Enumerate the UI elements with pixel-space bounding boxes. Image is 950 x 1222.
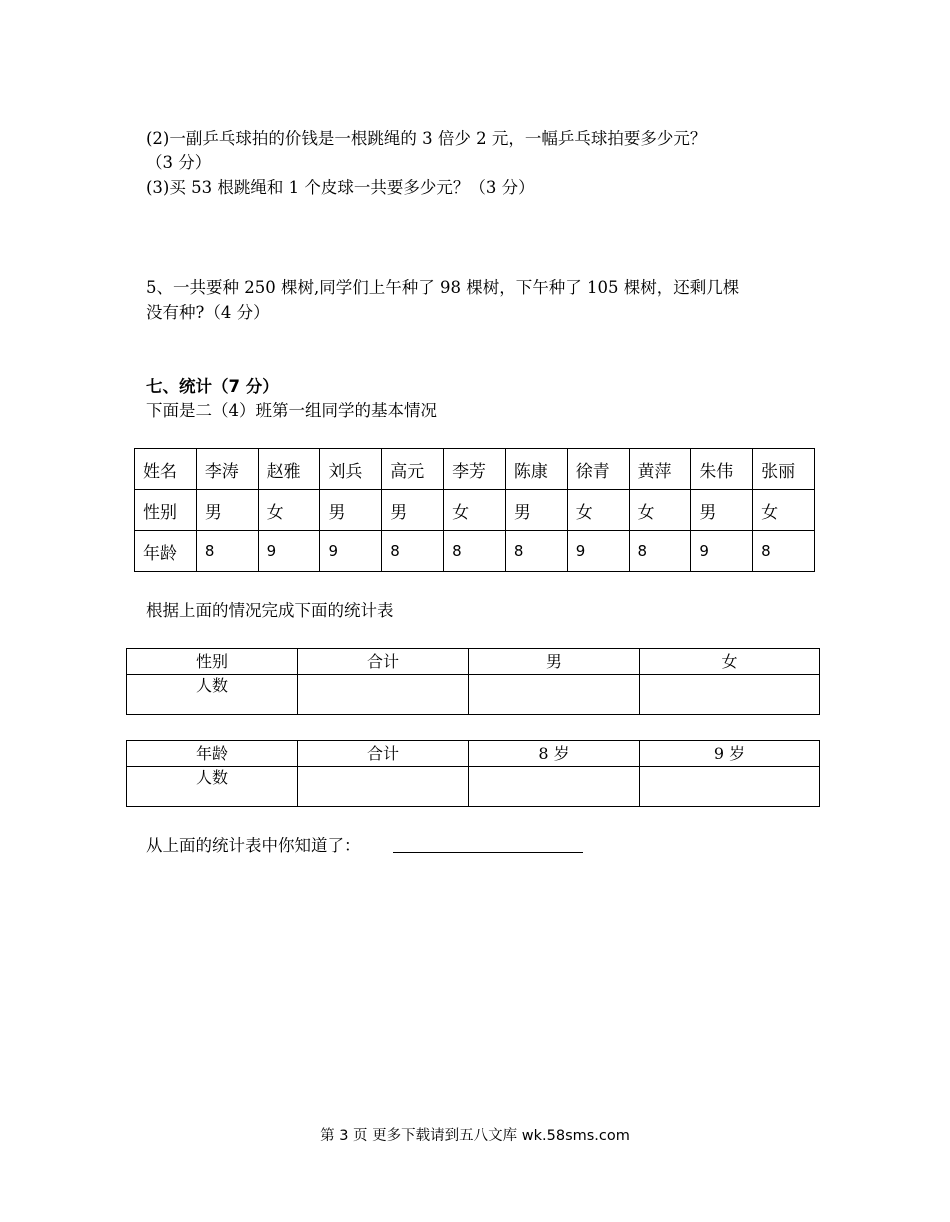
header-cell: 9 岁 bbox=[640, 741, 820, 767]
answer-cell-total[interactable] bbox=[298, 767, 469, 807]
cell-name: 陈康 bbox=[505, 449, 567, 490]
question-2-line-1: (2)一副乒乓球拍的价钱是一根跳绳的 3 倍少 2 元，一幅乒乓球拍要多少元？ bbox=[146, 129, 707, 148]
table-row-count bbox=[127, 675, 820, 715]
cell-age: 8 bbox=[505, 531, 567, 572]
cell-gender: 女 bbox=[629, 490, 691, 531]
table-row-ages bbox=[135, 531, 815, 572]
cell-name: 高元 bbox=[382, 449, 444, 490]
answer-cell-total[interactable] bbox=[298, 675, 469, 715]
header-cell: 男 bbox=[469, 649, 640, 675]
page-footer: 第 3 页 更多下载请到五八文库 wk.58sms.com bbox=[320, 1128, 630, 1144]
question-5-line-1: 5、一共要种 250 棵树,同学们上午种了 98 棵树，下午种了 105 棵树，还剩几棵 bbox=[146, 278, 740, 297]
question-3: (3)买 53 根跳绳和 1 个皮球一共要多少元？（3 分） bbox=[146, 178, 535, 197]
cell-gender: 男 bbox=[505, 490, 567, 531]
cell-name: 李涛 bbox=[196, 449, 258, 490]
cell-age: 8 bbox=[196, 531, 258, 572]
answer-cell-age-9[interactable] bbox=[640, 767, 820, 807]
cell-gender: 女 bbox=[567, 490, 629, 531]
cell-gender: 男 bbox=[691, 490, 753, 531]
cell-gender: 男 bbox=[196, 490, 258, 531]
cell-name: 张丽 bbox=[753, 449, 815, 490]
row-label-count: 人数 bbox=[127, 675, 298, 715]
cell-age: 9 bbox=[320, 531, 382, 572]
header-cell: 8 岁 bbox=[469, 741, 640, 767]
cell-name: 朱伟 bbox=[691, 449, 753, 490]
student-info-table bbox=[134, 448, 815, 572]
conclusion-prompt: 从上面的统计表中你知道了： bbox=[146, 836, 361, 855]
cell-gender: 男 bbox=[320, 490, 382, 531]
question-2-line-2: （3 分） bbox=[146, 153, 212, 172]
age-stat-table bbox=[126, 740, 820, 807]
cell-age: 8 bbox=[382, 531, 444, 572]
gender-stat-table bbox=[126, 648, 820, 715]
statistics-instruction: 根据上面的情况完成下面的统计表 bbox=[146, 601, 394, 620]
cell-gender: 男 bbox=[382, 490, 444, 531]
header-cell: 女 bbox=[640, 649, 820, 675]
table-row-header bbox=[127, 649, 820, 675]
answer-cell-female[interactable] bbox=[640, 675, 820, 715]
cell-name: 刘兵 bbox=[320, 449, 382, 490]
row-label-name: 姓名 bbox=[135, 449, 197, 490]
cell-gender: 女 bbox=[753, 490, 815, 531]
answer-blank-line[interactable] bbox=[393, 852, 583, 853]
cell-age: 8 bbox=[629, 531, 691, 572]
section-7-subtitle: 下面是二（4）班第一组同学的基本情况 bbox=[146, 401, 437, 420]
cell-name: 李芳 bbox=[444, 449, 506, 490]
question-5-line-2: 没有种?（4 分） bbox=[146, 303, 270, 322]
cell-name: 黄萍 bbox=[629, 449, 691, 490]
answer-cell-male[interactable] bbox=[469, 675, 640, 715]
cell-age: 9 bbox=[258, 531, 320, 572]
table-row-names bbox=[135, 449, 815, 490]
table-row-genders bbox=[135, 490, 815, 531]
cell-gender: 女 bbox=[444, 490, 506, 531]
header-cell: 性别 bbox=[127, 649, 298, 675]
table-row-count bbox=[127, 767, 820, 807]
cell-gender: 女 bbox=[258, 490, 320, 531]
header-cell: 合计 bbox=[298, 741, 469, 767]
row-label-age: 年龄 bbox=[135, 531, 197, 572]
cell-age: 9 bbox=[691, 531, 753, 572]
cell-age: 8 bbox=[753, 531, 815, 572]
header-cell: 合计 bbox=[298, 649, 469, 675]
table-row-header bbox=[127, 741, 820, 767]
header-cell: 年龄 bbox=[127, 741, 298, 767]
cell-age: 9 bbox=[567, 531, 629, 572]
cell-name: 徐青 bbox=[567, 449, 629, 490]
section-7-title: 七、统计（7 分） bbox=[146, 377, 279, 396]
cell-age: 8 bbox=[444, 531, 506, 572]
answer-cell-age-8[interactable] bbox=[469, 767, 640, 807]
row-label-gender: 性别 bbox=[135, 490, 197, 531]
cell-name: 赵雅 bbox=[258, 449, 320, 490]
row-label-count: 人数 bbox=[127, 767, 298, 807]
